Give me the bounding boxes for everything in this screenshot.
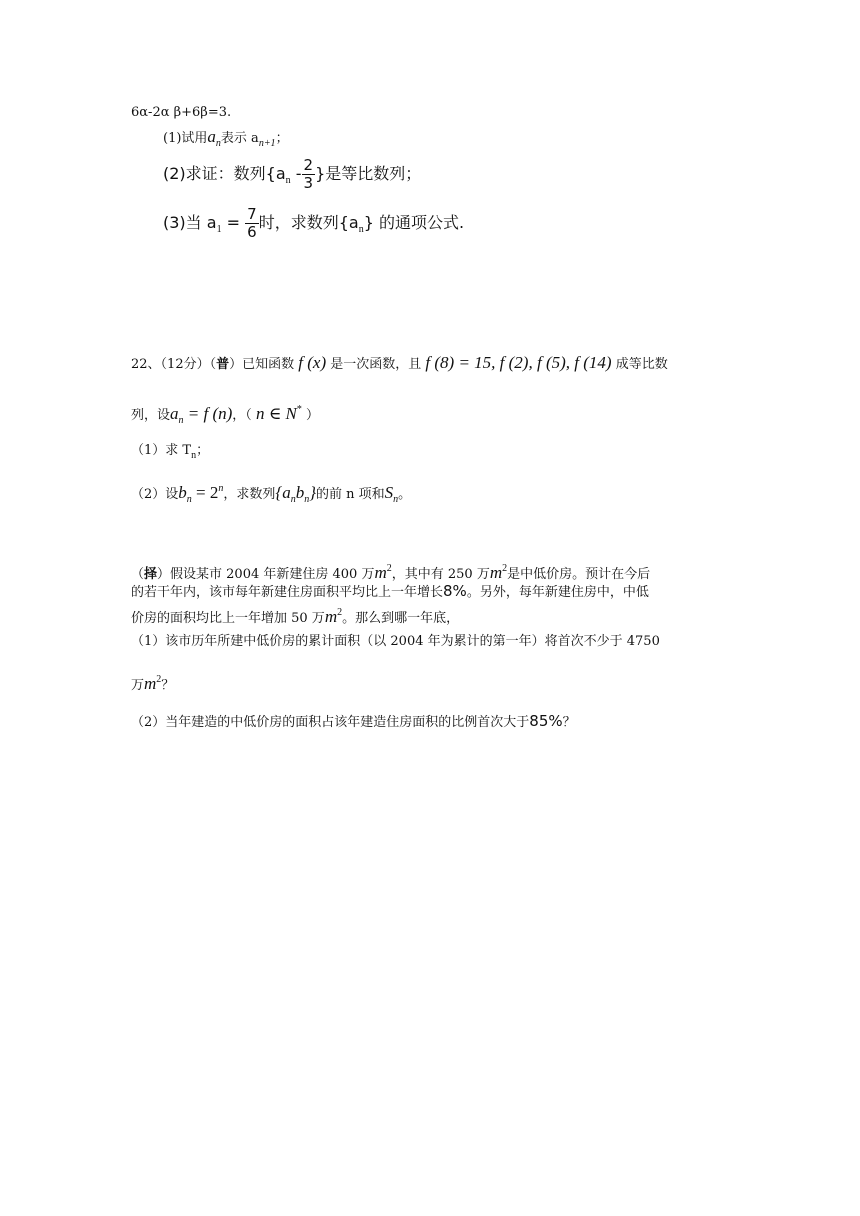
q21-part1: (1)试用$a_n$表示 $a_{n+1}$； xyxy=(163,127,289,149)
choose-part1-cont: 万$m^2$？ xyxy=(131,674,175,693)
choose-part1: （1）该市历年所建中低价房的累计面积（以 2004 年为累计的第一年）将首次不少于 4750 xyxy=(131,634,660,649)
choose-line3: 价房的面积均比上一年增加 50 万$m^2$。那么到哪一年底， xyxy=(131,607,460,626)
q22-line2: 列，设$a_n = f$ (n)，（ n ∈ N* ） xyxy=(131,404,320,426)
q21-equation: 6α-2α β+6β=3. xyxy=(131,105,232,120)
fraction-two-thirds: $\frac{2}{3}$ xyxy=(303,156,314,192)
choose-part2: （2）当年建造的中低价房的面积占该年建造住房面积的比例首次大于85%？ xyxy=(131,712,576,730)
q22-sub1: （1）求 $T_n$； xyxy=(131,443,210,461)
q22-line1: 22、（12分）（普）已知函数 f (x) 是一次函数，且 f (8) = 15, f (2), f (5), f (14) 成等比数 xyxy=(131,353,668,372)
fraction-seven-sixths: $\frac{7}{6}$ xyxy=(247,205,257,241)
choose-line2: 的若干年内，该市每年新建住房面积平均比上一年增长8%。另外，每年新建住房中，中低 xyxy=(131,582,649,600)
q21-part2: (2)求证：数列{$a_n$ - $\frac{2}{3}$ }是等比数列； xyxy=(163,156,422,192)
q22-sub2: （2）设$b_n = 2^n$，求数列$\{a_nb_n\}$的前 n 项和$S_n$。 xyxy=(131,483,412,505)
q21-part3: (3)当 $a_1$ = $\frac{7}{6}$ 时，求数列$\{a_n\}$ 的通项公式. xyxy=(163,205,465,241)
choose-line1: （择）假设某市 2004 年新建住房 400 万$m^2$，其中有 250 万$m^2$是中低价房。预计在今后 xyxy=(131,563,651,582)
